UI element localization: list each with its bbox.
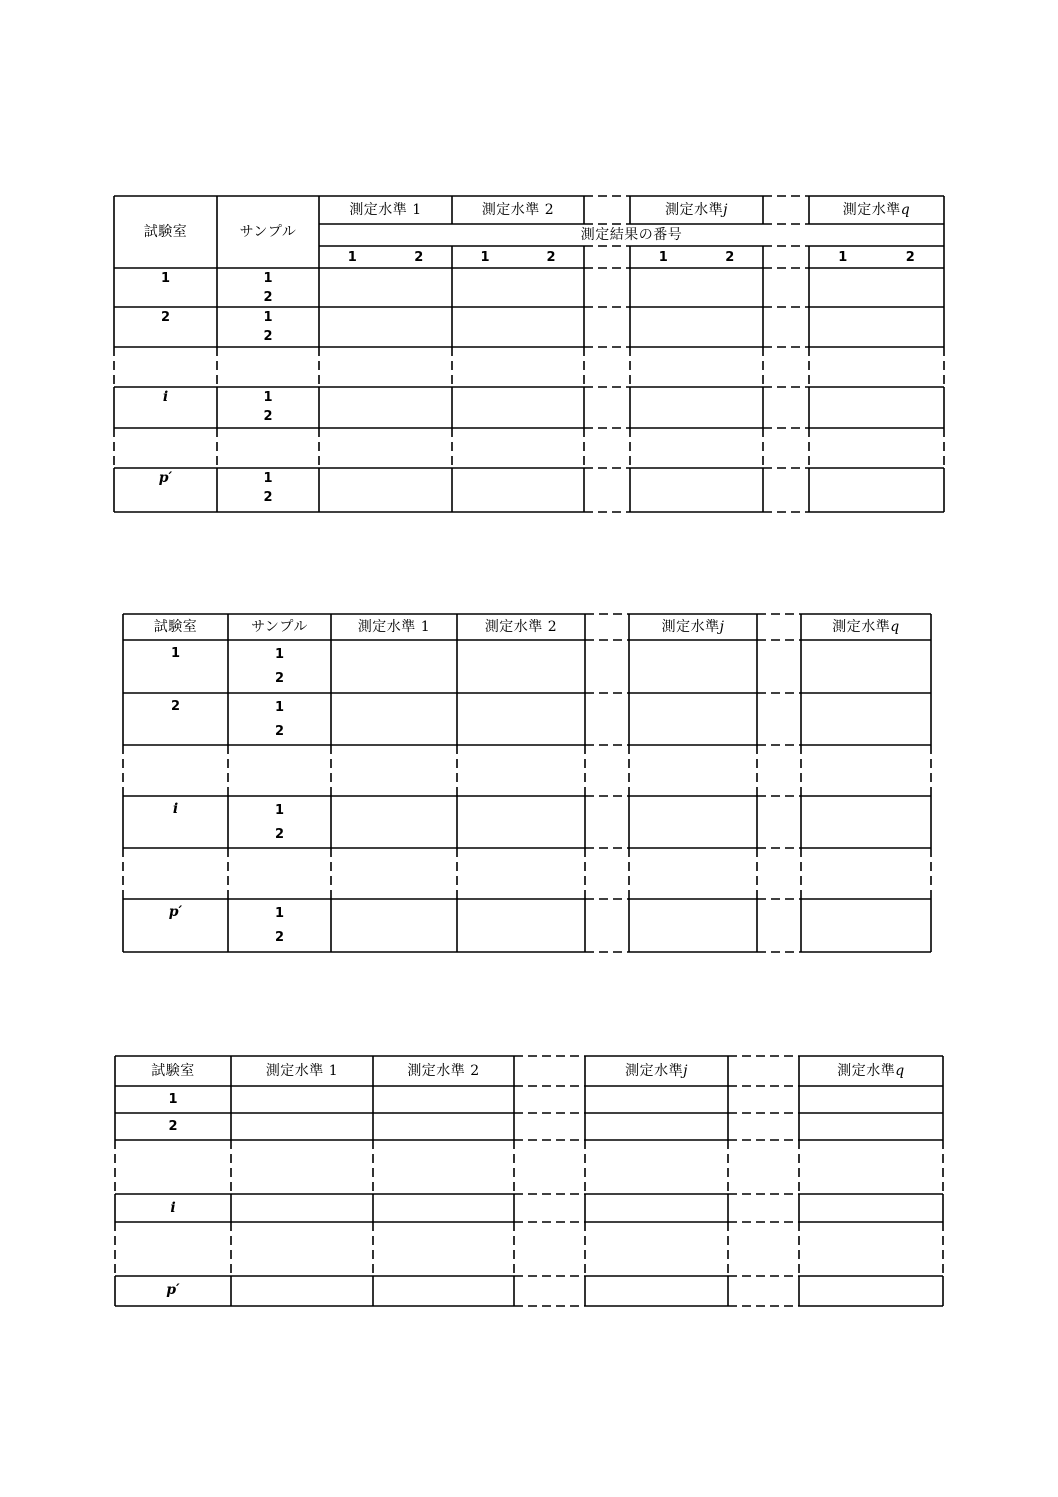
header-sample: サンプル bbox=[251, 619, 308, 635]
sample-1: 1 bbox=[263, 309, 273, 325]
sample-2: 2 bbox=[263, 289, 273, 305]
lab-id-1: 2 bbox=[170, 698, 181, 714]
table-lab-sample-results bbox=[114, 196, 944, 512]
table-lab bbox=[115, 1056, 943, 1306]
result-number-1: 1 bbox=[480, 249, 490, 265]
sample-1: 1 bbox=[274, 802, 285, 818]
header-level-variable: j bbox=[723, 202, 728, 218]
sample-2: 2 bbox=[274, 670, 285, 686]
header-lab: 試験室 bbox=[143, 224, 188, 240]
header-level-4 bbox=[630, 196, 763, 224]
header-level-variable: q bbox=[890, 619, 900, 635]
lab-id-3: i bbox=[162, 389, 169, 405]
table-lab-sample bbox=[123, 614, 931, 952]
sample-2: 2 bbox=[263, 489, 273, 505]
result-number-2: 2 bbox=[905, 249, 915, 265]
header-level-text: 測定水準 bbox=[837, 1063, 896, 1079]
header-sample: サンプル bbox=[239, 224, 297, 240]
lab-id-1: 2 bbox=[168, 1119, 178, 1134]
header-level-text: 測定水準 bbox=[665, 202, 724, 218]
sample-1: 1 bbox=[263, 389, 273, 405]
header-level-2 bbox=[457, 614, 585, 640]
header-level-text: 測定水準 2 bbox=[484, 619, 558, 635]
header-level-text: 測定水準 bbox=[625, 1063, 684, 1079]
header-level-variable: q bbox=[900, 202, 911, 218]
header-level-4 bbox=[629, 614, 757, 640]
header-level-1 bbox=[331, 614, 457, 640]
lab-id-5: p′ bbox=[158, 470, 173, 486]
header-level-variable: j bbox=[719, 619, 725, 635]
header-level-6 bbox=[799, 1056, 943, 1086]
lab-id-0: 1 bbox=[168, 1092, 178, 1107]
header-level-6 bbox=[809, 196, 944, 224]
header-level-text: 測定水準 bbox=[842, 202, 901, 218]
header-lab: 試験室 bbox=[153, 619, 198, 635]
lab-id-5: p′ bbox=[166, 1282, 180, 1298]
result-number-1: 1 bbox=[347, 249, 357, 265]
sample-2: 2 bbox=[274, 723, 285, 739]
result-number-1: 1 bbox=[658, 249, 668, 265]
sample-2: 2 bbox=[263, 328, 273, 344]
sample-2: 2 bbox=[263, 408, 273, 424]
sample-1: 1 bbox=[263, 270, 273, 286]
result-number-2: 2 bbox=[414, 249, 424, 265]
lab-id-0: 1 bbox=[160, 270, 171, 286]
sample-1: 1 bbox=[263, 470, 273, 486]
lab-id-0: 1 bbox=[170, 645, 181, 661]
table-3-gridlines bbox=[115, 1056, 943, 1306]
header-level-text: 測定水準 bbox=[661, 619, 720, 635]
header-level-text: 測定水準 1 bbox=[357, 619, 431, 635]
result-number-2: 2 bbox=[546, 249, 556, 265]
header-level-text: 測定水準 1 bbox=[265, 1063, 339, 1079]
sample-1: 1 bbox=[274, 699, 285, 715]
header-level-variable: j bbox=[683, 1063, 688, 1079]
result-number-2: 2 bbox=[725, 249, 735, 265]
header-result-number: 測定結果の番号 bbox=[580, 227, 683, 243]
header-level-6 bbox=[801, 614, 931, 640]
sample-1: 1 bbox=[274, 646, 285, 662]
lab-id-3: i bbox=[170, 1200, 176, 1216]
header-level-4 bbox=[585, 1056, 728, 1086]
sample-1: 1 bbox=[274, 905, 285, 921]
header-lab: 試験室 bbox=[151, 1063, 195, 1079]
lab-id-3: i bbox=[172, 801, 179, 817]
header-level-1 bbox=[319, 196, 452, 224]
header-level-2 bbox=[373, 1056, 514, 1086]
header-level-text: 測定水準 bbox=[832, 619, 891, 635]
sample-2: 2 bbox=[274, 929, 285, 945]
header-level-text: 測定水準 2 bbox=[481, 202, 555, 218]
header-level-variable: q bbox=[895, 1063, 905, 1079]
header-level-2 bbox=[452, 196, 584, 224]
result-number-1: 1 bbox=[838, 249, 848, 265]
header-level-text: 測定水準 2 bbox=[407, 1063, 480, 1079]
sample-2: 2 bbox=[274, 826, 285, 842]
header-level-text: 測定水準 1 bbox=[349, 202, 422, 218]
lab-id-5: p′ bbox=[168, 904, 183, 920]
lab-id-1: 2 bbox=[160, 309, 171, 325]
header-level-1 bbox=[231, 1056, 373, 1086]
